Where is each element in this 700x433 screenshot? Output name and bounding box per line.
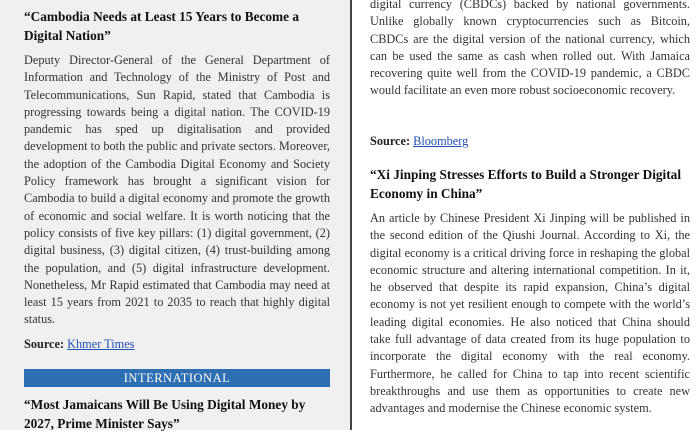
section-header-international: INTERNATIONAL [24, 369, 330, 387]
source-link-khmer-times[interactable]: Khmer Times [67, 337, 135, 351]
article-body-xi-jinping: An article by Chinese President Xi Jinping will be published in the second edition of the Qiushi Journal. According to Xi, the digital economy is a critical driving force in reshaping the global economic structure and altering international competition. In it, he observed that despite its rapid expansion, China’s digital economy is not yet resilient enough to compete with the world’s leading digital economies. He also noticed that China should take full advantage of data created from its huge population to incorporate the digital economy with the real economy. Furthermore, he called for China to tap into recent scientific breakthroughs and use them as opportunities to create new advantages and modernise the Chinese economic system. [370, 211, 690, 416]
article-body-cambodia: Deputy Director-General of the General Department of Information and Technology of the Ministry of Post and Telecommunications, Sun Rapid, stated that Cambodia is progressing towards being a digital nation. The COVID-19 pandemic has sped up digitalisation and provided development to both the public and private sectors. Moreover, the adoption of the Cambodia Digital Economy and Society Policy framework has brought a significant vision for Cambodia to build a digital economy and promote the growth of economic and social welfare. It is worth noticing that the policy consists of five key pillars: (1) digital government, (2) digital business, (3) digital citizen, (4) trust-building among the population, and (5) digital infrastructure development. Nonetheless, Mr Rapid estimated that Cambodia may need at least 15 years from 2021 to 2035 to reach that highly digital status. [24, 53, 330, 327]
source-line-cambodia [24, 337, 134, 352]
source-line-jamaica [370, 134, 468, 149]
article-body-jamaica-continued: digital currency (CBDCs) backed by national governments. Unlike globally known cryptocurrencies such as Bitcoin, CBDCs are the digital version of the national currency, which can be used the same as cash when rolled out. With Jamaica recovering quite well from the COVID-19 pandemic, a CBDC would facilitate an even more robust socioeconomic recovery. [370, 0, 690, 98]
source-label: Source: [370, 134, 411, 148]
article-headline-xi-jinping: “Xi Jinping Stresses Efforts to Build a Stronger Digital Economy in China” [370, 167, 682, 201]
left-column [0, 0, 350, 430]
source-label: Source: [24, 337, 65, 351]
source-link-bloomberg[interactable]: Bloomberg [413, 134, 469, 148]
article-headline-jamaica: “Most Jamaicans Will Be Using Digital Money by 2027, Prime Minister Says” [24, 397, 306, 431]
article-headline-cambodia: “Cambodia Needs at Least 15 Years to Become a Digital Nation” [24, 9, 300, 43]
right-column [352, 0, 700, 430]
